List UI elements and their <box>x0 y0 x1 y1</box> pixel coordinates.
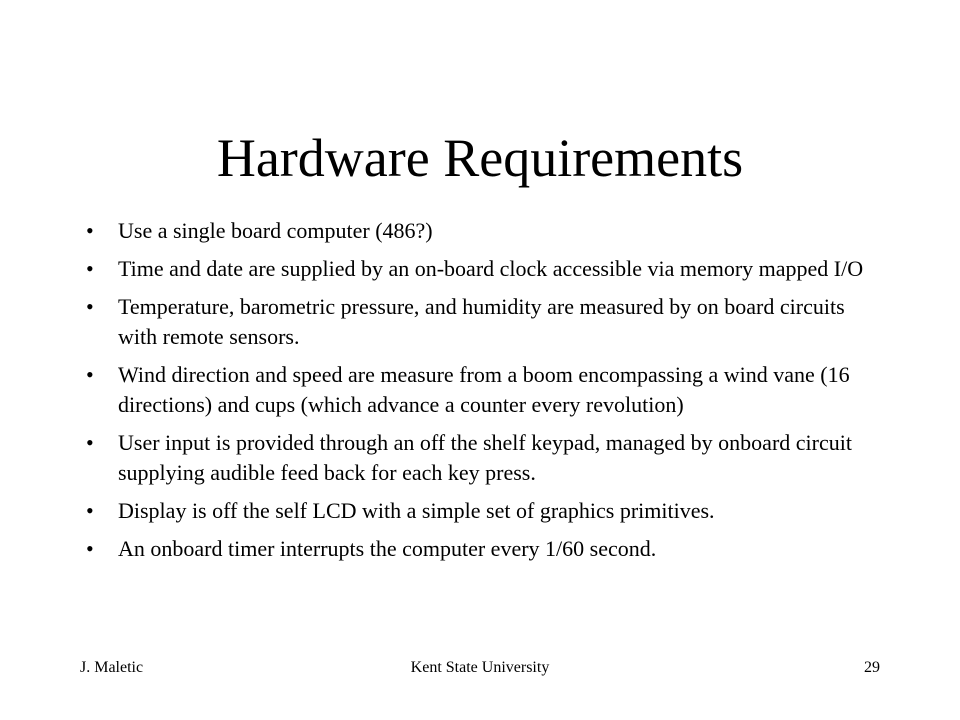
bullet-item <box>86 292 866 352</box>
bullet-item <box>86 534 866 564</box>
bullet-icon: • <box>86 218 94 243</box>
bullet-text: Display is off the self LCD with a simple set of graphics primitives. <box>118 498 715 523</box>
bullet-icon: • <box>86 430 94 455</box>
bullet-text: Wind direction and speed are measure from a boom encompassing a wind vane (16 directions) and cups (which advance a counter every revolution) <box>118 362 850 417</box>
bullet-icon: • <box>86 256 94 281</box>
bullet-text: Use a single board computer (486?) <box>118 218 433 243</box>
bullet-item <box>86 360 866 420</box>
bullet-item <box>86 216 866 246</box>
footer-institution: Kent State University <box>410 659 550 676</box>
bullet-list <box>86 216 866 572</box>
bullet-text: Time and date are supplied by an on-board clock accessible via memory mapped I/O <box>118 256 864 281</box>
bullet-icon: • <box>86 362 94 387</box>
footer-page-number: 29 <box>864 659 880 676</box>
bullet-icon: • <box>86 498 94 523</box>
bullet-text: An onboard timer interrupts the computer every 1/60 second. <box>118 536 657 561</box>
bullet-icon: • <box>86 536 94 561</box>
bullet-item <box>86 254 866 284</box>
bullet-item <box>86 496 866 526</box>
footer-author: J. Maletic <box>80 659 144 676</box>
slide-title: Hardware Requirements <box>216 128 744 189</box>
bullet-text: User input is provided through an off the shelf keypad, managed by onboard circuit supplying audible feed back for each key press. <box>118 430 852 485</box>
bullet-item <box>86 428 866 488</box>
bullet-text: Temperature, barometric pressure, and humidity are measured by on board circuits with remote sensors. <box>118 294 845 349</box>
bullet-icon: • <box>86 294 94 319</box>
